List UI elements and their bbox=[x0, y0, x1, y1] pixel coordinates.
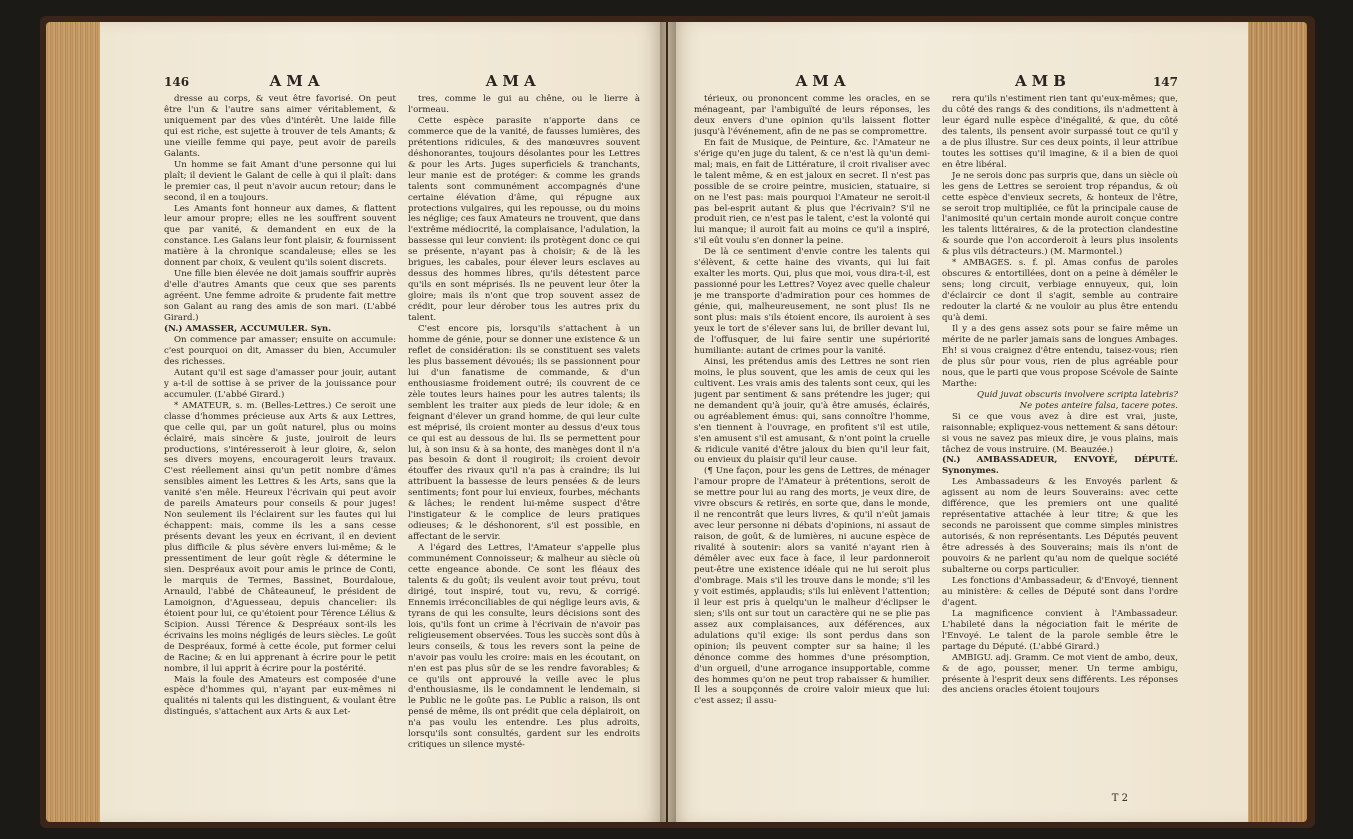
right-page bbox=[668, 22, 1248, 822]
paragraph: * AMATEUR, s. m. (Belles-Lettres.) Ce seroit une classe d'hommes précieuse aux Arts & aux Lettres, que celle qui, par un goût naturel, plus ou moins éclairé, mais sincère & juste, jouiroit de leurs productions, s'intéresseroit à leur gloire, &, selon ses divers moyens, encourageroit leurs travaux. C'est réellement ainsi qu'un petit nombre d'âmes sensibles aiment les Lettres & les Arts, sans que la vanité s'en mêle. Heureux l'écrivain qui peut avoir de pareils Amateurs pour conseils & pour juges! Non seulement ils l'éclairent sur les fautes qui lui échappent: mais, comme ils les a sans cesse présents devant les yeux en écrivant, il en devient plus difficile & plus sévère envers lui-même; & le pressentiment de leur goût règle & détermine le sien. Despréaux avoit pour amis le prince de Conti, le marquis de Termes, Bassinet, Bourdaloue, Arnauld, l'abbé de Châteauneuf, le président de Lamoignon, d'Aguesseau, depuis chancelier: ils étoient pour lui, ce qu'étoient pour Térence Lélius & Scipion. Aussi Térence & Despréaux sont-ils les écrivains les moins négligés de leurs siècles. Le goût de Despréaux, formé à cette école, put former celui de Racine; & en lui apprenant à écrire pour le petit nombre, il lui apprit à écrire pour la postérité. bbox=[164, 400, 396, 674]
paragraph: (N.) AMASSER, ACCUMULER. Syn. bbox=[164, 324, 332, 335]
left-page-edges bbox=[46, 22, 104, 822]
paragraph: dresse au corps, & veut être favorisé. On peut être l'un & l'autre sans aimer véritablement, & uniquement par des vûes d'intérêt. Une laide fille qui est riche, est sujette à trouver de tels Amants; & une vieille femme qui paye, peut avoir de pareils Galants. bbox=[164, 94, 396, 159]
running-head: AMB bbox=[1015, 72, 1071, 90]
paragraph: On commence par amasser; ensuite on accumule: c'est pourquoi on dit, Amasser du bien, Accumuler des richesses. bbox=[164, 334, 396, 367]
paragraph: * AMBAGES. s. f. pl. Amas confus de paroles obscures & entortillées, dont on a peine à démêler le sens; long circuit, verbiage ennuyeux, qui, loin d'éclaircir ce dont il s'agit, semble au contraire redouter la clarté & ne vouloir au plus être entendu qu'à demi. bbox=[942, 258, 1178, 324]
column bbox=[942, 94, 1178, 814]
paragraph: Les Ambassadeurs & les Envoyés parlent & agissent au nom de leurs Souverains: avec cette différence, que les premiers ont une qualité représentative attachée à leur titre; & que les seconds ne paroissent que comme simples ministres autorisés, & non représentants. Les Députés peuvent être adressés à des Souverains; mais ils n'ont de pouvoirs & ne parlent qu'au nom de quelque société subalterne ou corps particulier. bbox=[942, 477, 1178, 575]
paragraph: tres, comme le gui au chêne, ou le lierre à l'ormeau. bbox=[408, 94, 640, 115]
page-number-left: 146 bbox=[164, 75, 190, 89]
paragraph: Je ne serois donc pas surpris que, dans un siècle où les gens de Lettres se seroient trop répandus, & où cette espèce d'envieux secrets, & honteux de l'être, se seroit trop multipliée, ce fût la principale cause de l'animosité qu'un certain monde auroit conçue contre les talents littéraires, & de la protection clandestine & sourde que l'on accorderoit à leurs plus insolents & plus vils détracteurs.) (M. Marmontel.) bbox=[942, 170, 1178, 258]
left-page bbox=[100, 22, 666, 822]
paragraph: Ne potes anteire falsa, tacere potes. bbox=[1019, 400, 1178, 411]
paragraph: Cette espèce parasite n'apporte dans ce commerce que de la vanité, de fausses lumières, des prétentions ridicules, & des manœuvres souvent déshonorantes, toujours désolantes pour les Lettres & pour les Arts. Juges superficiels & tranchants, leur manie est de protéger: & comme les grands talents sont communément accompagnés d'une certaine élévation d'âme, qui répugne aux protections vulgaires, qui les repousse, ou du moins les néglige; ces faux Amateurs ne trouvent, que dans l'extrême médiocrité, la complaisance, l'adulation, la bassesse qui leur convient: ils protègent donc ce qui se présente, n'ayant pas à choisir; & de là les brigues, les cabales, pour élever leurs esclaves au dessus des hommes libres, qu'ils détestent parce qu'ils en sont méprisés. Ils ne peuvent leur ôter la gloire; mais ils n'ont que trop souvent assez de crédit, pour leur dérober tous les autres prix du talent. bbox=[408, 115, 640, 324]
paragraph: (N.) AMBASSADEUR, ENVOYÉ, DÉPUTÉ. Synonymes. bbox=[942, 455, 1178, 477]
paragraph: AMBIGU. adj. Gramm. Ce mot vient de ambo, deux, & de ago, pousser, mener. Un terme ambigu, présente à l'esprit deux sens différents. Les réponses des anciens oracles étoient toujours bbox=[942, 652, 1178, 696]
right-page-columns bbox=[694, 94, 1178, 814]
paragraph: Les fonctions d'Ambassadeur, & d'Envoyé, tiennent au ministère: & celles de Député sont dans l'ordre d'agent. bbox=[942, 575, 1178, 608]
right-page-edges bbox=[1245, 22, 1307, 822]
column bbox=[164, 94, 396, 814]
running-head: AMA bbox=[795, 72, 851, 90]
paragraph: A l'égard des Lettres, l'Amateur s'appelle plus communément Connoisseur; & malheur au siècle où cette engeance abonde. Ce sont les fléaux des talents & du goût; ils veulent avoir tout prévu, tout dirigé, tout inspiré, tout vu, revu, & corrigé. Ennemis irréconciliables de qui néglige leurs avis, & tyrans de qui les consulte, leurs décisions sont des lois, qu'ils font un crime à l'écrivain de n'avoir pas religieusement observées. Tous les succès sont dûs à leurs conseils, & tous les revers sont la peine de n'avoir pas voulu les croire: mais en les écoutant, on n'en est pas plus sûr de se les rendre favorables; & ce qu'ils ont approuvé la veille avec le plus d'enthousiasme, ils le condamnent le lendemain, si le Public ne le goûte pas. Le Public a raison, ils ont pensé de même, ils ont prédit que cela déplairoit, on n'a pas voulu les entendre. Les plus adroits, lorsqu'ils sont consultés, gardent sur les endroits critiques un silence mysté- bbox=[408, 543, 640, 751]
right-page-header bbox=[694, 72, 1178, 92]
paragraph: Ainsi, les prétendus amis des Lettres ne sont rien moins, le plus souvent, que les amis de ceux qui les cultivent. Les vrais amis des talents sont ceux, qui les jugent par sentiment & sans prétendre les juger; qui ne demandent qu'à jouir, qu'à être amusés, éclairés, ou agréablement émus: qui, sans connoître l'homme, s'en tiennent à l'ouvrage, en profitent s'il est utile, s'en amusent s'il est amusant, & n'ont point la cruelle & ridicule vanité d'être jaloux du bien qu'il leur fait, ou envieux du plaisir qu'il leur cause. bbox=[694, 356, 930, 466]
paragraph: La magnificence convient à l'Ambassadeur. L'habileté dans la négociation fait le mérite de l'Envoyé. Le talent de la parole semble être le partage du Député. (L'abbé Girard.) bbox=[942, 608, 1178, 652]
paragraph: (¶ Une façon, pour les gens de Lettres, de ménager l'amour propre de l'Amateur à prétentions, seroit de se mettre pour lui au rang des morts, je veux dire, de vivre obscurs & retirés, en sorte que, dans le monde, il ne rencontrât que leurs livres, & qu'il n'eût jamais avec leur personne ni débats d'opinions, ni assaut de raison, de goût, & de lumières, ni aucune espèce de rivalité à soutenir: alors sa vanité n'ayant rien à démêler avec eux face à face, il leur pardonneroit peut-être une existence idéale qui ne lui seroit plus d'ombrage. Mais s'il les trouve dans le monde; s'il les y voit estimés, applaudis; s'ils lui enlèvent l'attention; il leur est pris à quelqu'un le malheur d'éclipser le sien; s'ils ont sur tout un caractère qui ne se plie pas assez aux complaisances, aux déférences, aux adulations qu'il exige: ils sont perdus dans son opinion; ils peuvent compter sur sa haine; il les dénonce comme des hommes d'une présomption, d'un orgueil, d'une arrogance insupportable, comme des hommes qu'on ne peut trop rabaisser & humilier. Il les a soupçonnés de croire valoir mieux que lui: c'est assez; il assu- bbox=[694, 466, 930, 707]
paragraph: En fait de Musique, de Peinture, &c. l'Amateur ne s'érige qu'en juge du talent, & ce n'est là qu'un demi-mal; mais, en fait de Littérature, il croit rivaliser avec le talent même, & en est jaloux en secret. Il n'est pas possible de se croire peintre, musicien, statuaire, si on ne l'est pas: mais pourquoi l'Amateur ne seroit-il pas bel-esprit autant & plus que l'écrivain? S'il ne produit rien, ce n'est pas le talent, c'est la volonté qui lui manque; il auroit fait au moins ce qu'il a inspiré, s'il eût voulu s'en donner la peine. bbox=[694, 137, 930, 247]
left-page-columns bbox=[164, 94, 640, 814]
left-page-header bbox=[164, 72, 640, 92]
paragraph: térieux, ou prononcent comme les oracles, en se ménageant, par l'ambiguïté de leurs réponses, les deux envers d'une opinion qu'ils laissent flotter jusqu'à l'événement, afin de ne pas se compromettre. bbox=[694, 94, 930, 137]
running-head: AMA bbox=[485, 72, 541, 90]
paragraph: Autant qu'il est sage d'amasser pour jouir, autant y a-t-il de sottise à se priver de la jouissance pour accumuler. (L'abbé Girard.) bbox=[164, 367, 396, 400]
paragraph: Les Amants font honneur aux dames, & flattent leur amour propre; elles ne les souffrent souvent que par vanité, & demandent en eux de la constance. Les Galans leur font plaisir, & fournissent matière à la chronique scandaleuse; elles se les donnent par choix, & veulent qu'ils soient discrets. bbox=[164, 203, 396, 269]
column bbox=[694, 94, 930, 814]
paragraph: C'est encore pis, lorsqu'ils s'attachent à un homme de génie, pour se donner une existence & un reflet de considération: ils se constituent ses valets les plus bassement dévoués; ils se passionnent pour lui d'un fanatisme de commande, & d'un enthousiasme froidement outré; ils couvrent de ce zèle toutes leurs haines pour les autres talents; ils semblent les traiter aux pieds de leur idole; & en feignant d'élever un grand homme, de qui leur culte est méprisé, ils croient monter au dessus d'eux tous ce qui est au dessous de lui. Ils se permettent pour lui, à son insu & à sa honte, des manèges dont il n'a pas besoin & dont il rougiroit; ils croient devoir étouffer des rivaux qu'il n'a pas à craindre; ils lui attribuent la bassesse de leurs pensées & de leurs sentiments; font pour lui envieux, fourbes, méchants & lâches; le rendent lui-même suspect d'être l'instigateur & le complice de leurs pratiques odieuses; & le déshonorent, s'il est possible, en affectant de le servir. bbox=[408, 324, 640, 543]
column bbox=[408, 94, 640, 814]
paragraph: Il y a des gens assez sots pour se faire même un mérite de ne parler jamais sans de longues Ambages. Eh! si vous craignez d'être entendu, taisez-vous; rien de plus sûr pour vous, rien de plus agréable pour nous, que le parti que vous propose Scévole de Sainte Marthe: bbox=[942, 324, 1178, 389]
book-gutter bbox=[660, 22, 676, 822]
paragraph: Un homme se fait Amant d'une personne qui lui plaît; il devient le Galant de celle à qui il plaît: dans le premier cas, il peut n'avoir aucun retour; dans le second, il en a toujours. bbox=[164, 159, 396, 203]
paragraph: Si ce que vous avez à dire est vrai, juste, raisonnable; expliquez-vous nettement & sans détour: si vous ne savez pas mieux dire, je vous plains, mais tâchez de vous instruire. (M. Beauzée.) bbox=[942, 411, 1178, 455]
paragraph: De là ce sentiment d'envie contre les talents qui s'élèvent, & cette haine des vivants, qui lui fait exalter les morts. Qui, plus que moi, vous dira-t-il, est passionné pour les Lettres? Voyez avec quelle chaleur je me transporte d'admiration pour ces hommes de génie, qui, malheureusement, ne sont plus! Ils ne sont plus: mais s'ils étoient encore, ils auroient à ses yeux le tort de s'élever sans lui, de briller devant lui, de l'offusquer, de lui faire sentir une supériorité humiliante: autant de crimes pour la vanité. bbox=[694, 247, 930, 356]
paragraph: Une fille bien élevée ne doit jamais souffrir auprès d'elle d'autres Amants que ceux que ses parents agréent. Une femme adroite & prudente fait mettre son Galant au rang des amis de son mari. (L'abbé Girard.) bbox=[164, 269, 396, 324]
paragraph: rera qu'ils n'estiment rien tant qu'eux-mêmes; que, du côté des rangs & des conditions, ils n'admettent à leur égard nulle espèce d'inégalité, & que, du côté des talents, ils pensent avoir surpassé tout ce qu'il y a de plus illustre. Sur ces deux points, il leur attribue toutes les sottises qu'il imagine, & il a bien de quoi en être libéral. bbox=[942, 94, 1178, 170]
page-number-right: 147 bbox=[1152, 75, 1178, 89]
running-head: AMA bbox=[269, 72, 325, 90]
signature-mark: T 2 bbox=[1111, 793, 1128, 804]
paragraph: Mais la foule des Amateurs est composée d'une espèce d'hommes qui, n'ayant par eux-mêmes ni qualités ni talents qui les distinguent, & voulant être distingués, s'attachent aux Arts & aux Let- bbox=[164, 674, 396, 718]
paragraph: Quid juvat obscuris involvere scripta latebris? bbox=[977, 389, 1178, 400]
